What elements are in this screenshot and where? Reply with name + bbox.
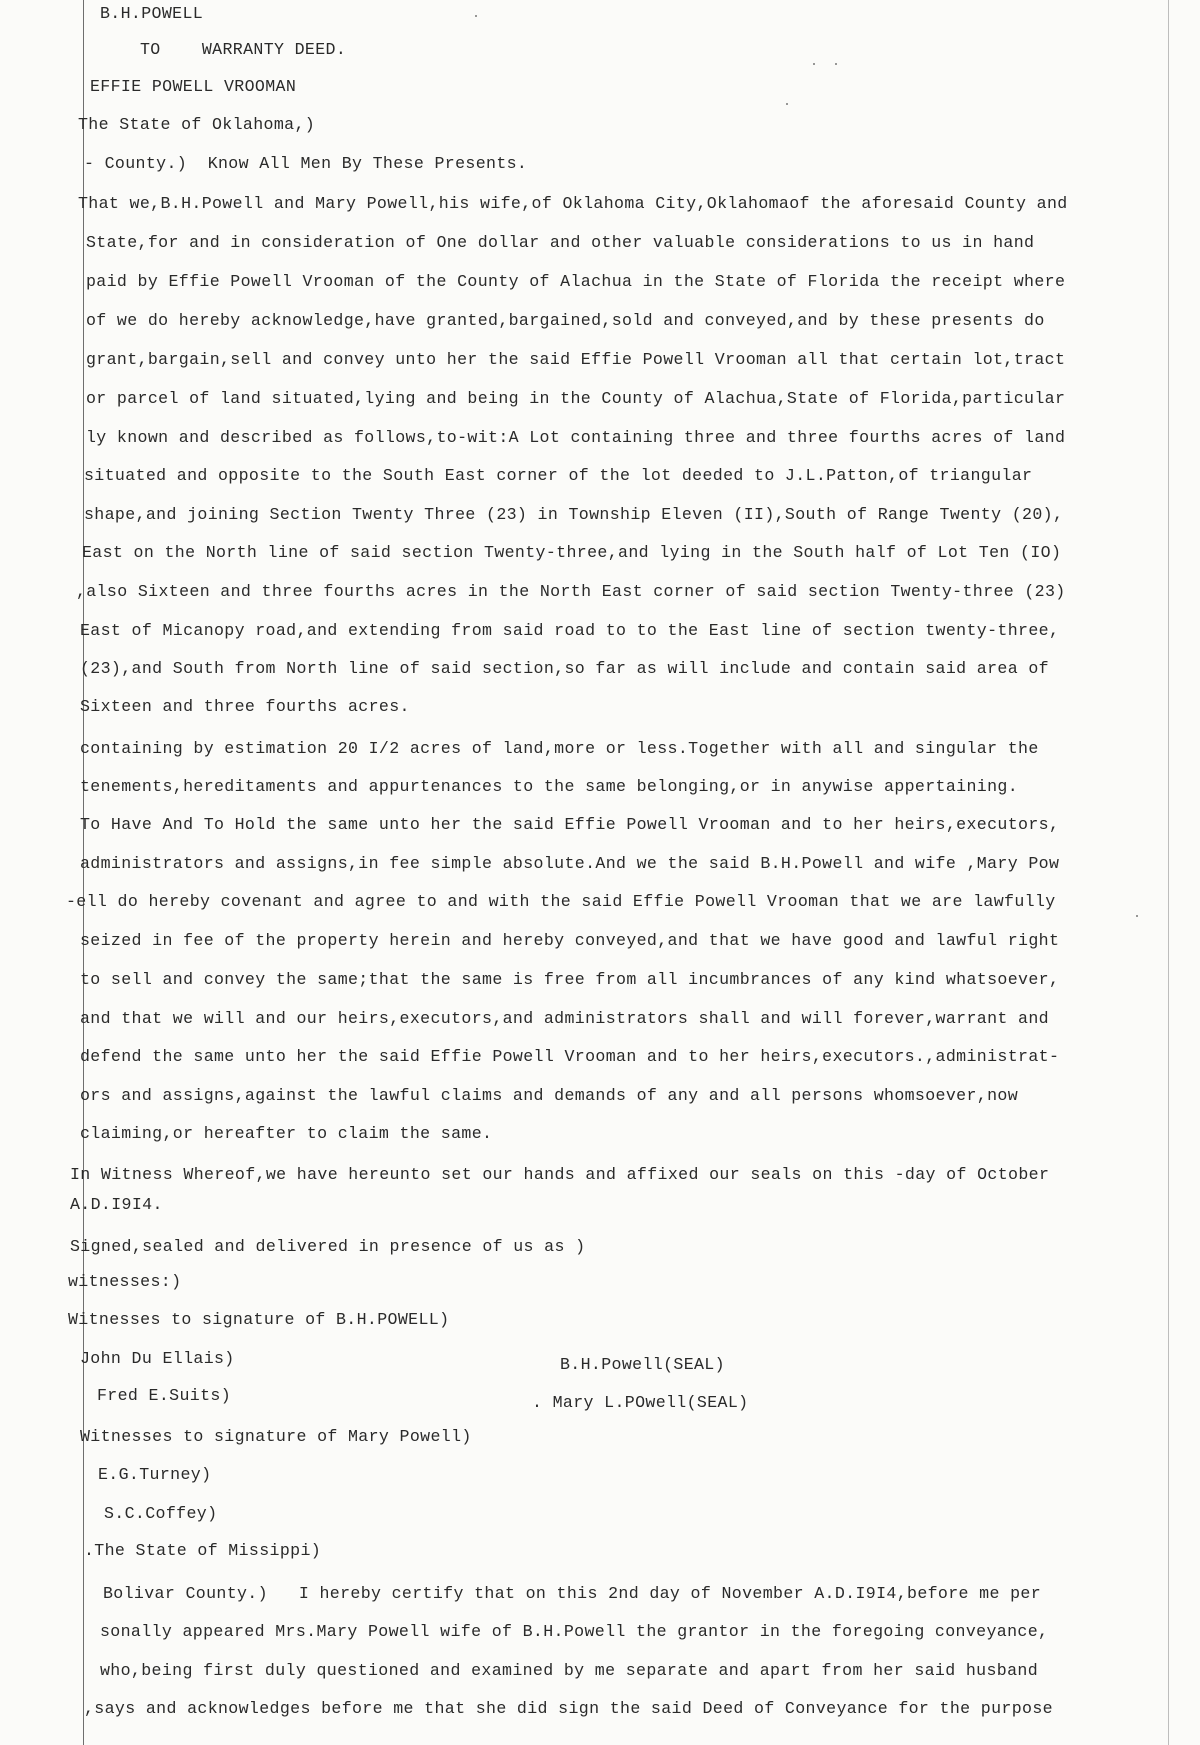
- signer-name: . Mary L.POwell(SEAL): [532, 1393, 749, 1412]
- ack-line: .The State of Missippi): [84, 1541, 322, 1560]
- paper-speck: [813, 63, 815, 65]
- grantee-name: EFFIE POWELL VROOMAN: [90, 77, 297, 96]
- grantor-name: B.H.POWELL: [100, 4, 204, 23]
- body-line: paid by Effie Powell Vrooman of the County of Alachua in the State of Florida the receipt where: [86, 272, 1066, 291]
- body-line: witnesses:): [68, 1272, 182, 1291]
- body-line: East of Micanopy road,and extending from said road to to the East line of section twenty-three,: [80, 621, 1060, 640]
- body-line: shape,and joining Section Twenty Three (23) in Township Eleven (II),South of Range Twenty (20),: [84, 505, 1064, 524]
- body-line: or parcel of land situated,lying and being in the County of Alachua,State of Florida,particular: [86, 389, 1066, 408]
- body-line: grant,bargain,sell and convey unto her the said Effie Powell Vrooman all that certain lot,tract: [86, 350, 1066, 369]
- witnesses-heading: Witnesses to signature of Mary Powell): [80, 1427, 472, 1446]
- body-line: of we do hereby acknowledge,have granted,bargained,sold and conveyed,and by these presents do: [86, 311, 1045, 330]
- witness-name: Fred E.Suits): [97, 1386, 232, 1405]
- body-line: (23),and South from North line of said section,so far as will include and contain said area of: [80, 659, 1049, 678]
- body-line: defend the same unto her the said Effie Powell Vrooman and to her heirs,executors.,administrat-: [80, 1047, 1060, 1066]
- ack-line: ,says and acknowledges before me that she did sign the said Deed of Conveyance for the purpose: [84, 1699, 1053, 1718]
- body-line: To Have And To Hold the same unto her the said Effie Powell Vrooman and to her heirs,executors,: [80, 815, 1060, 834]
- body-line: claiming,or hereafter to claim the same.: [80, 1124, 493, 1143]
- body-line: - County.) Know All Men By These Presents.: [84, 154, 528, 173]
- body-line: seized in fee of the property herein and hereby conveyed,and that we have good and lawful right: [80, 931, 1060, 950]
- body-line: ly known and described as follows,to-wit:A Lot containing three and three fourths acres of land: [86, 428, 1066, 447]
- ack-line: sonally appeared Mrs.Mary Powell wife of B.H.Powell the grantor in the foregoing conveyance,: [100, 1622, 1049, 1641]
- body-line: East on the North line of said section Twenty-three,and lying in the South half of Lot Ten (IO): [82, 543, 1062, 562]
- body-line: administrators and assigns,in fee simple absolute.And we the said B.H.Powell and wife ,Mary Pow: [80, 854, 1060, 873]
- witness-name: E.G.Turney): [98, 1465, 212, 1484]
- paper-speck: [786, 103, 788, 105]
- body-line: A.D.I9I4.: [70, 1195, 163, 1214]
- paper-speck: [835, 63, 837, 65]
- body-line: Sixteen and three fourths acres.: [80, 697, 410, 716]
- ack-line: Bolivar County.) I hereby certify that on this 2nd day of November A.D.I9I4,before me per: [103, 1584, 1042, 1603]
- ack-line: who,being first duly questioned and examined by me separate and apart from her said husband: [100, 1661, 1039, 1680]
- body-line: to sell and convey the same;that the same is free from all incumbrances of any kind whatsoever,: [80, 970, 1060, 989]
- witness-name: S.C.Coffey): [104, 1504, 218, 1523]
- body-line: State,for and in consideration of One dollar and other valuable considerations to us in hand: [86, 233, 1035, 252]
- body-line: In Witness Whereof,we have hereunto set our hands and affixed our seals on this -day of October: [70, 1165, 1050, 1184]
- paper-speck: [1136, 915, 1138, 917]
- page-edge: [1168, 0, 1169, 1745]
- body-line: and that we will and our heirs,executors,and administrators shall and will forever,warrant and: [80, 1009, 1049, 1028]
- deed-title: TO WARRANTY DEED.: [140, 40, 347, 59]
- body-line: containing by estimation 20 I/2 acres of land,more or less.Together with all and singular the: [80, 739, 1039, 758]
- paper-speck: [475, 15, 477, 17]
- body-line: The State of Oklahoma,): [78, 115, 316, 134]
- body-line: situated and opposite to the South East corner of the lot deeded to J.L.Patton,of triangular: [84, 466, 1033, 485]
- body-line: -ell do hereby covenant and agree to and with the said Effie Powell Vrooman that we are lawfully: [66, 892, 1056, 911]
- witness-name: John Du Ellais): [80, 1349, 235, 1368]
- body-line: ,also Sixteen and three fourths acres in the North East corner of said section Twenty-three (23): [76, 582, 1066, 601]
- body-line: ors and assigns,against the lawful claims and demands of any and all persons whomsoever,now: [80, 1086, 1019, 1105]
- signer-name: B.H.Powell(SEAL): [560, 1355, 725, 1374]
- body-line: tenements,hereditaments and appurtenances to the same belonging,or in anywise appertaining.: [80, 777, 1019, 796]
- body-line: Witnesses to signature of B.H.POWELL): [68, 1310, 450, 1329]
- body-line: Signed,sealed and delivered in presence of us as ): [70, 1237, 586, 1256]
- body-line: That we,B.H.Powell and Mary Powell,his wife,of Oklahoma City,Oklahomaof the aforesaid County and: [78, 194, 1068, 213]
